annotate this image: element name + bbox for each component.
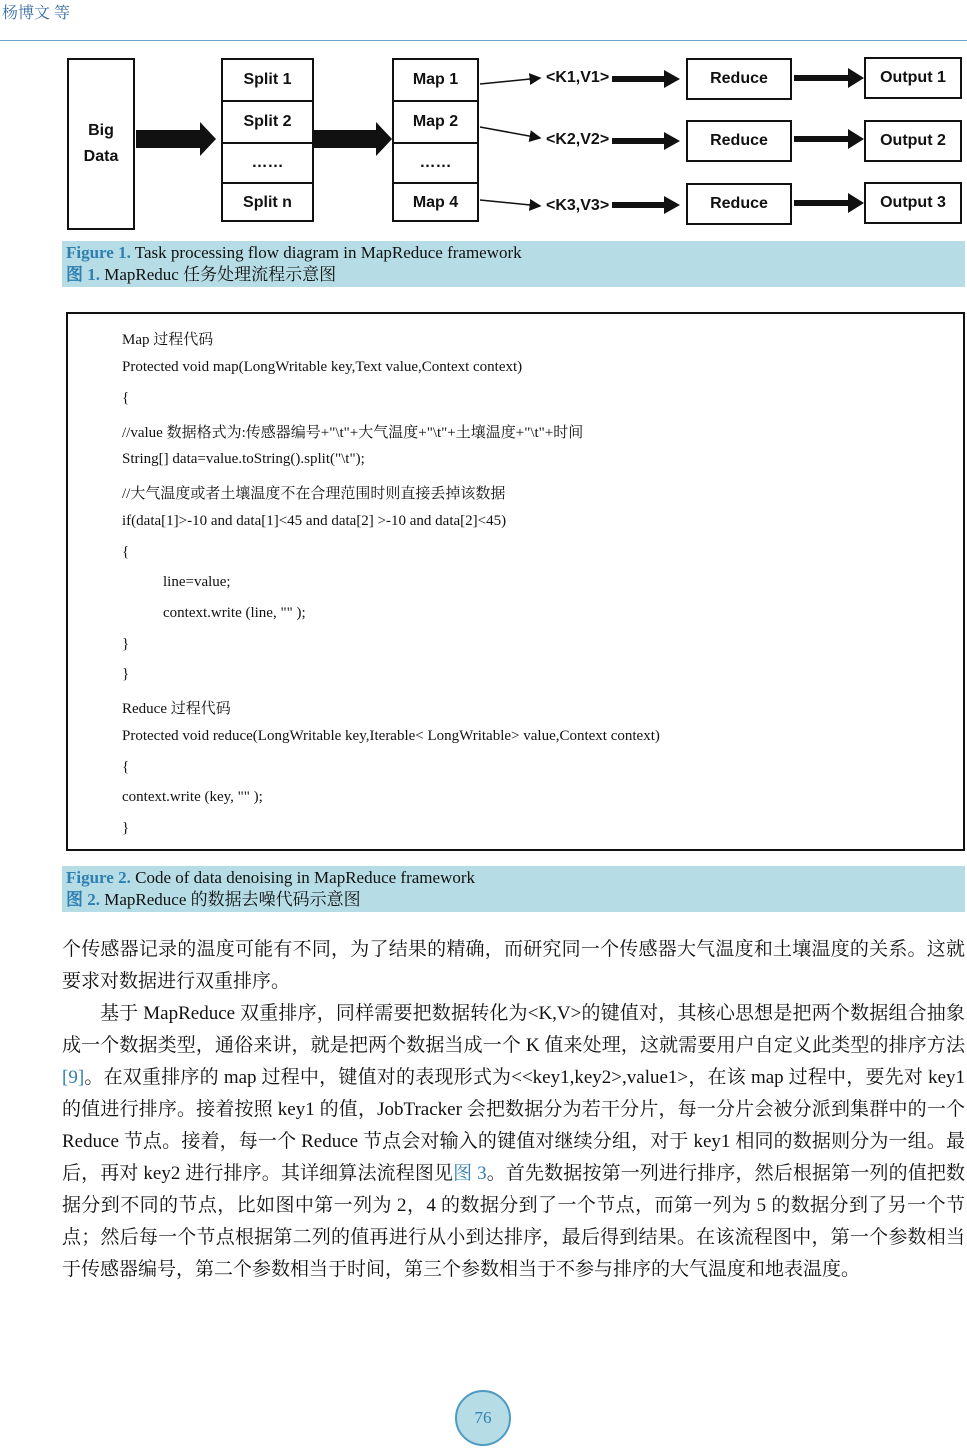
code-line: if(data[1]>-10 and data[1]<45 and data[2] >-10 and data[2]<45) — [122, 513, 507, 529]
arrow-k1-to-reduce — [612, 70, 680, 88]
output-box-1: Output 1 — [864, 57, 962, 99]
map-1: Map 1 — [412, 71, 459, 88]
figure-3-link[interactable]: 图 3 — [453, 1163, 487, 1184]
p2-text-c: 。首先数据按第一列进行排序，然后根据第一列的值把数据分到不同的节点，比如图中第一列为 2，4 的数据分到了一个节点，而第一列为 5 的数据分到了另一个节点；然后每一个节点根据第二列的值再进行从小到达排序，最后得到结果。在该流程图中，第一个参数相当于传感器编号，第二个参数相当于时间，第三个参数相当于不参与排序的大气温度和地表温度。 — [62, 1163, 965, 1280]
big-data-box — [67, 58, 135, 230]
kv-pair-2: <K2,V2> — [546, 131, 610, 148]
figure-1-label-cn: 图 1. — [66, 265, 100, 284]
arrow-reduce3-to-output3 — [794, 193, 864, 213]
split-1: Split 1 — [243, 71, 292, 88]
figure-2-caption-cn: MapReduce 的数据去噪代码示意图 — [100, 890, 361, 909]
reduce-box-1: Reduce — [686, 58, 792, 100]
code-line: String[] data=value.toString().split("\t"); — [122, 451, 365, 467]
citation-link-9[interactable]: [9] — [62, 1067, 85, 1088]
arrow-reduce1-to-output1 — [794, 68, 864, 88]
code-line: Map 过程代码 — [122, 332, 214, 348]
code-line: { — [122, 390, 130, 406]
arrow-bigdata-to-splits — [136, 122, 216, 156]
split-n: Split n — [243, 194, 292, 211]
arrow-map2-to-k2 — [480, 127, 540, 138]
figure-1-label-en: Figure 1. — [66, 243, 131, 262]
body-paragraph-1: 个传感器记录的温度可能有不同，为了结果的精确，而研究同一个传感器大气温度和土壤温度的关系。这就要求对数据进行双重排序。 — [62, 939, 965, 992]
figure-1-caption-cn: MapReduc 任务处理流程示意图 — [100, 265, 337, 284]
arrow-map4-to-k3 — [480, 200, 540, 206]
kv-pair-3: <K3,V3> — [546, 197, 610, 214]
kv-pair-1: <K1,V1> — [546, 69, 610, 86]
reduce-box-3: Reduce — [686, 183, 792, 225]
code-line: Reduce 过程代码 — [122, 701, 231, 717]
code-line: context.write (line, "" ); — [163, 605, 306, 621]
code-line: } — [122, 636, 130, 652]
figure-1-diagram — [0, 50, 967, 240]
maps-stack — [392, 58, 479, 222]
map-ellipsis: …… — [419, 154, 452, 171]
code-line: Protected void map(LongWritable key,Text value,Context context) — [122, 359, 523, 375]
code-line: context.write (key, "" ); — [122, 789, 263, 805]
figure-1-caption-en: Task processing flow diagram in MapReduce framework — [130, 243, 522, 262]
figure-2-code-box — [66, 312, 965, 851]
figure-2-label-en: Figure 2. — [66, 868, 131, 887]
arrow-splits-to-maps — [314, 122, 392, 156]
header-divider — [0, 40, 967, 41]
big-data-label-line1: Big — [88, 122, 114, 139]
code-line: { — [122, 759, 130, 775]
code-line: { — [122, 544, 130, 560]
map-2: Map 2 — [412, 113, 459, 130]
splits-stack — [221, 58, 314, 222]
map-4: Map 4 — [412, 194, 459, 211]
page-number-badge: 76 — [455, 1390, 511, 1446]
body-paragraph-2 — [62, 998, 965, 1286]
arrow-reduce2-to-output2 — [794, 129, 864, 149]
p2-text-b: 。在双重排序的 map 过程中，键值对的表现形式为<<key1,key2>,value1>，在该 map 过程中，要先对 key1 的值进行排序。接着按照 key1 的值，JobTracker 会把数据分为若干分片，每一分片会被分派到集群中的一个 Reduce 节点。接着，每一个 Reduce 节点会对输入的键值对继续分组，对于 key1 相同的数据则分为一组。最后，再对 key2 进行排序。其详细算法流程图见 — [62, 1067, 965, 1184]
figure-2-caption — [62, 866, 965, 912]
p2-text-a: 基于 MapReduce 双重排序，同样需要把数据转化为<K,V>的键值对，其核心思想是把两个数据组合抽象成一个数据类型，通俗来讲，就是把两个数据当成一个 K 值来处理，这就需要用户自定义此类型的排序方法 — [62, 1003, 965, 1056]
code-line: } — [122, 666, 130, 682]
split-ellipsis: …… — [251, 154, 284, 171]
running-header-author: 杨博文 等 — [2, 5, 71, 22]
figure-1-caption — [62, 241, 965, 287]
split-2: Split 2 — [243, 113, 292, 130]
flow-arrows — [0, 50, 967, 240]
arrow-k3-to-reduce — [612, 196, 680, 214]
figure-2-caption-en: Code of data denoising in MapReduce framework — [130, 868, 476, 887]
big-data-label-line2: Data — [83, 148, 119, 165]
figure-2-label-cn: 图 2. — [66, 890, 100, 909]
code-line: //value 数据格式为:传感器编号+"\t"+大气温度+"\t"+土壤温度+"\t"+时间 — [122, 425, 584, 441]
code-line: Protected void reduce(LongWritable key,Iterable< LongWritable> value,Context context) — [122, 728, 660, 744]
arrow-map1-to-k1 — [480, 78, 540, 84]
code-line: //大气温度或者土壤温度不在合理范围时则直接丢掉该数据 — [122, 486, 506, 502]
arrow-k2-to-reduce — [612, 132, 680, 150]
code-line: line=value; — [163, 574, 231, 590]
reduce-box-2: Reduce — [686, 120, 792, 162]
code-line: } — [122, 820, 130, 836]
output-box-3: Output 3 — [864, 182, 962, 224]
output-box-2: Output 2 — [864, 120, 962, 162]
